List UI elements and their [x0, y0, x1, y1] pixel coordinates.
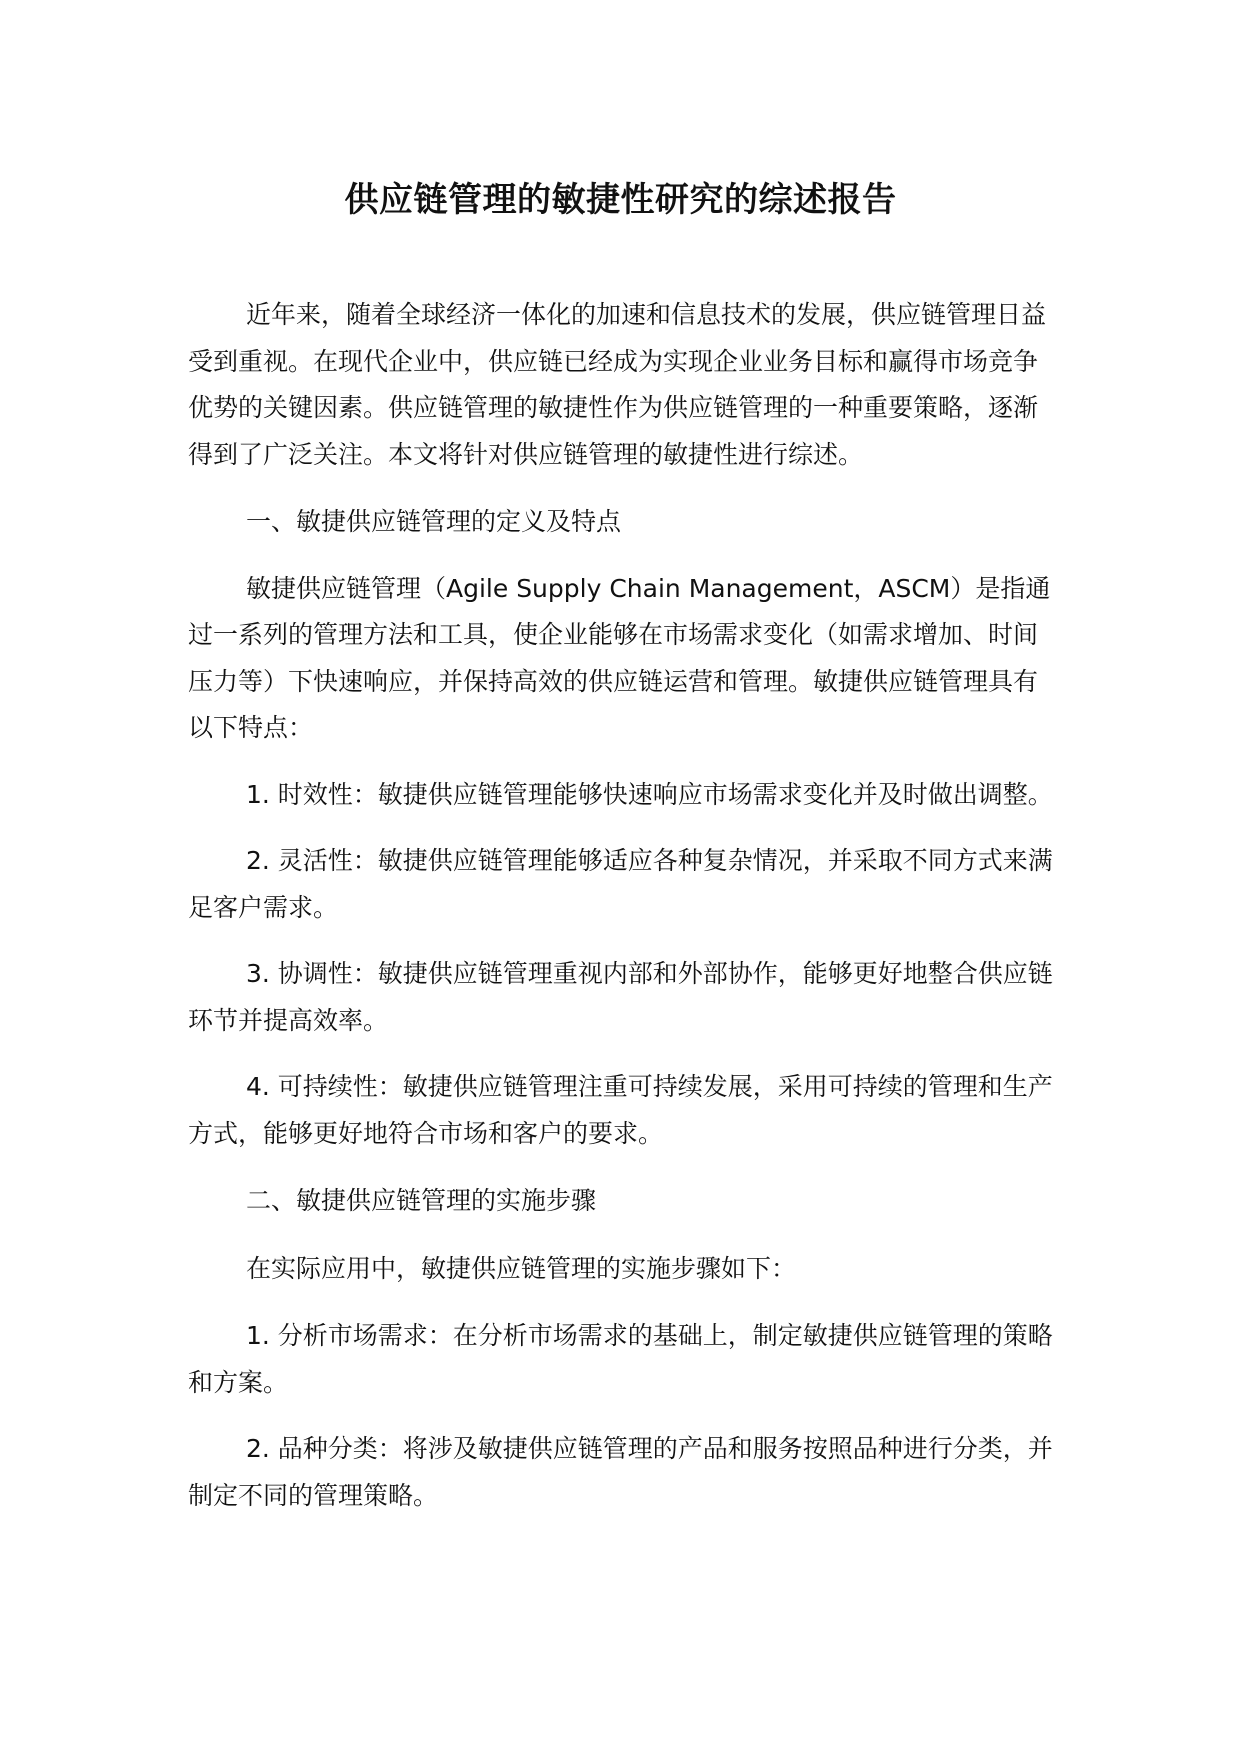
- paragraph-definition: 敏捷供应链管理（Agile Supply Chain Management，ASCM）是指通过一系列的管理方法和工具，使企业能够在市场需求变化（如需求增加、时间压力等）下快速响应，并保持高效的供应链运营和管理。敏捷供应链管理具有以下特点：: [188, 573, 1051, 742]
- list-item-sustainability: 4. 可持续性：敏捷供应链管理注重可持续发展，采用可持续的管理和生产方式，能够更好地符合市场和客户的要求。: [188, 1072, 1053, 1148]
- list-item-coordination: 3. 协调性：敏捷供应链管理重视内部和外部协作，能够更好地整合供应链环节并提高效率。: [188, 959, 1053, 1035]
- list-item-classification: 2. 品种分类：将涉及敏捷供应链管理的产品和服务按照品种进行分类，并制定不同的管理策略。: [188, 1434, 1053, 1510]
- section-heading-2: 二、敏捷供应链管理的实施步骤: [246, 1186, 597, 1215]
- document-body: [188, 292, 1058, 1519]
- section-heading-1: 一、敏捷供应链管理的定义及特点: [246, 507, 622, 536]
- list-item-market-analysis: 1. 分析市场需求：在分析市场需求的基础上，制定敏捷供应链管理的策略和方案。: [188, 1321, 1053, 1397]
- list-item-timeliness: 1. 时效性：敏捷供应链管理能够快速响应市场需求变化并及时做出调整。: [246, 779, 1053, 809]
- document-title: 供应链管理的敏捷性研究的综述报告: [344, 180, 897, 220]
- list-item-flexibility: 2. 灵活性：敏捷供应链管理能够适应各种复杂情况，并采取不同方式来满足客户需求。: [188, 846, 1053, 922]
- paragraph-steps-intro: 在实际应用中，敏捷供应链管理的实施步骤如下：: [246, 1253, 797, 1283]
- paragraph-intro: 近年来，随着全球经济一体化的加速和信息技术的发展，供应链管理日益受到重视。在现代企业中，供应链已经成为实现企业业务目标和赢得市场竞争优势的关键因素。供应链管理的敏捷性作为供应链管理的一种重要策略，逐渐得到了广泛关注。本文将针对供应链管理的敏捷性进行综述。: [188, 300, 1047, 469]
